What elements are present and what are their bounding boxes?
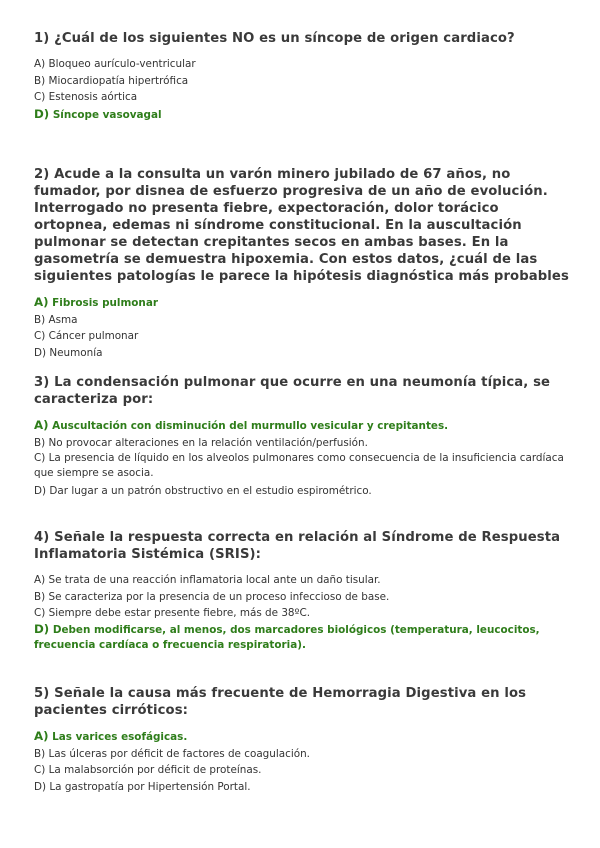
question-2 [34,166,570,361]
option-text: Cáncer pulmonar [48,330,139,342]
option-c [34,328,570,345]
option-text: Siempre debe estar presente fiebre, más de 38ºC. [48,607,310,619]
option-text: Neumonía [49,346,103,359]
option-letter: C) [34,330,46,342]
option-text: No provocar alteraciones en la relación ventilación/perfusión. [48,436,368,449]
option-letter: B) [34,747,46,760]
option-text: Las varices esofágicas. [52,731,188,743]
option-letter: D) [34,106,50,121]
option-letter: D) [34,346,47,359]
question-1 [34,30,570,123]
option-letter: A) [34,295,49,309]
option-text: Dar lugar a un patrón obstructivo en el estudio espirométrico. [49,485,372,497]
option-text: La presencia de líquido en los alveolos pulmonares como consecuencia de la insuficiencia cardíaca que siempre se asocia. [34,452,564,479]
option-text: Deben modificarse, al menos, dos marcadores biológicos (temperatura, leucocitos, frecuencia cardíaca o frecuencia respiratoria). [34,623,540,651]
option-letter: C) [34,607,46,619]
option-d [34,779,570,796]
option-d-correct [34,106,570,124]
option-c [34,762,570,779]
option-text: Se trata de una reacción inflamatoria local ante un daño tisular. [48,574,381,586]
option-letter: A) [34,729,49,743]
option-c [34,605,570,622]
question-text: 2) Acude a la consulta un varón minero jubilado de 67 años, no fumador, por disnea de esfuerzo progresiva de un año de evolución. Interrogado no presenta fiebre, expectoración, dolor torácico ortopnea, edemas ni síndrome constitucional. En la auscultación pulmonar se detectan crepitantes secos en ambas bases. En la gasometría se demuestra hipoxemia. Con estos datos, ¿cuál de las siguientes patologías le parece la hipótesis diagnóstica más probables [34,167,569,284]
option-text: La malabsorción por déficit de proteínas. [48,764,262,776]
option-letter: C) [34,91,46,103]
question-4 [34,529,570,655]
option-letter: D) [34,485,47,497]
option-text: Las úlceras por déficit de factores de coagulación. [48,747,310,760]
option-letter: D) [34,780,47,793]
option-text: Miocardiopatía hipertrófica [48,74,189,87]
option-c [34,451,570,481]
option-b [34,746,570,763]
question-text: 1) ¿Cuál de los siguientes NO es un síncope de origen cardiaco? [34,31,515,46]
option-letter: B) [34,590,46,603]
option-a-correct [34,728,570,746]
question-text: 3) La condensación pulmonar que ocurre en una neumonía típica, se caracteriza por: [34,375,551,407]
question-text: 4) Señale la respuesta correcta en relación al Síndrome de Respuesta Inflamatoria Sistémica (SRIS): [34,530,561,562]
option-b [34,312,570,329]
question-3 [34,374,570,500]
option-text: Auscultación con disminución del murmullo vesicular y crepitantes. [52,420,449,432]
option-letter: D) [34,621,50,636]
option-b [34,73,570,90]
option-text: Síncope vasovagal [52,108,162,121]
option-a-correct [34,417,570,435]
option-c [34,89,570,106]
option-d-correct [34,622,570,653]
option-letter: A) [34,58,46,70]
option-d [34,345,570,362]
option-d [34,483,570,500]
option-a-correct [34,294,570,312]
option-text: La gastropatía por Hipertensión Portal. [49,780,251,793]
option-letter: A) [34,418,49,432]
option-letter: B) [34,313,46,326]
option-text: Estenosis aórtica [48,91,138,103]
option-letter: B) [34,74,46,87]
option-text: Fibrosis pulmonar [52,297,158,309]
option-letter: C) [34,764,46,776]
option-text: Asma [48,313,78,326]
question-5 [34,685,570,795]
option-a [34,572,570,589]
option-b [34,589,570,606]
option-letter: C) [34,452,46,464]
option-letter: A) [34,574,46,586]
option-text: Bloqueo aurículo-ventricular [48,58,196,70]
option-letter: B) [34,436,46,449]
option-a [34,56,570,73]
option-text: Se caracteriza por la presencia de un proceso infeccioso de base. [48,590,390,603]
question-text: 5) Señale la causa más frecuente de Hemorragia Digestiva en los pacientes cirróticos: [34,686,527,718]
option-b [34,435,570,452]
